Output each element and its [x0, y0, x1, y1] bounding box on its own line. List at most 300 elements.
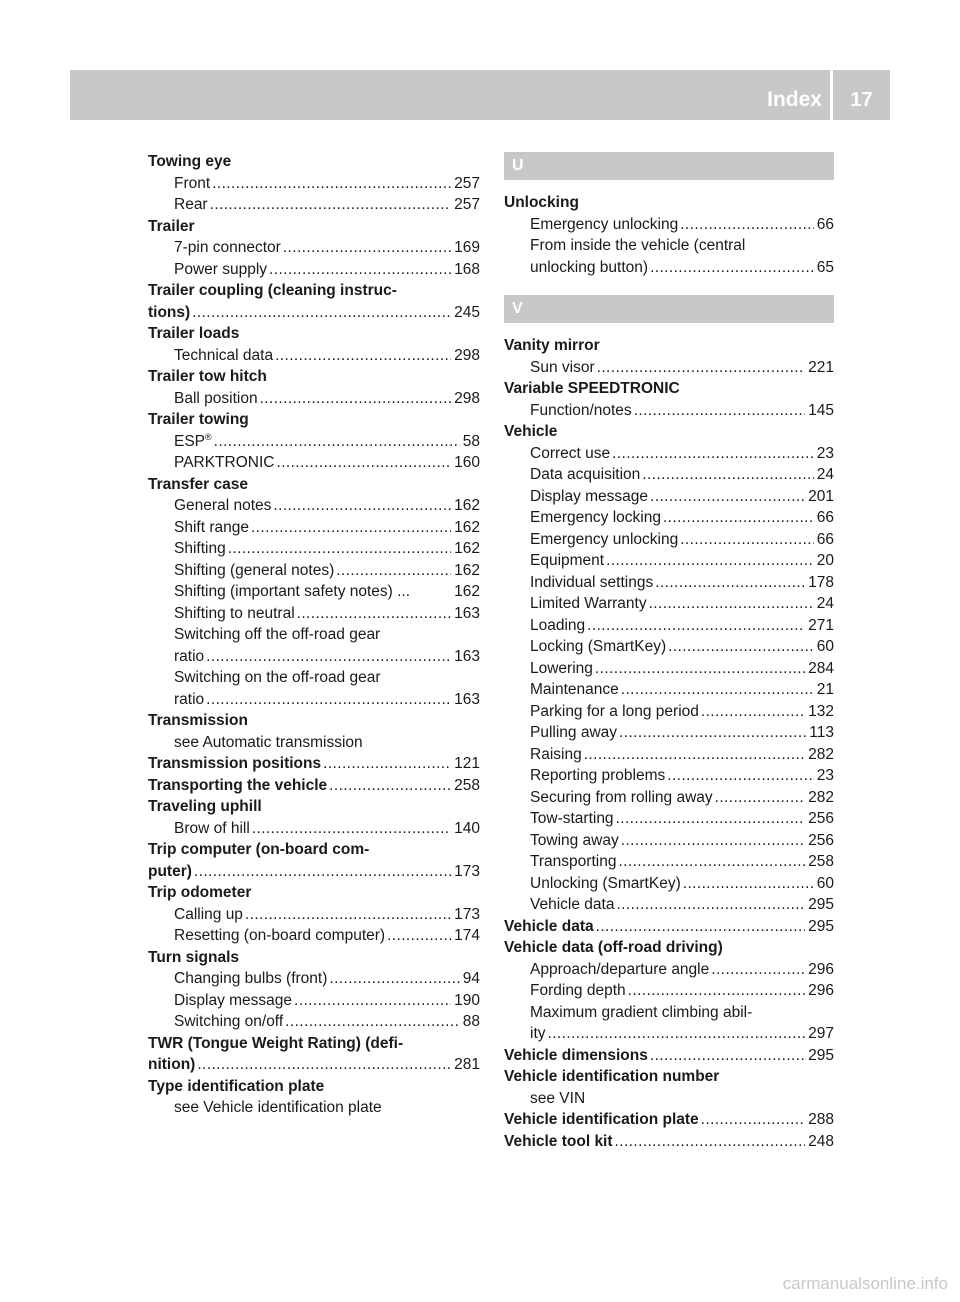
entry-label — [530, 894, 614, 916]
page-ref[interactable]: 295 — [808, 917, 834, 935]
page-ref[interactable]: 282 — [808, 745, 834, 763]
dot-leader — [548, 1023, 806, 1045]
entry-label — [530, 257, 648, 279]
page-ref[interactable]: 271 — [808, 616, 834, 634]
dot-leader — [194, 861, 451, 883]
page-ref[interactable]: 162 — [454, 540, 480, 557]
index-subentry[interactable] — [148, 517, 480, 539]
index-heading: Trailer loads — [148, 325, 240, 342]
dot-leader — [252, 818, 451, 840]
page-ref[interactable]: 221 — [808, 358, 834, 376]
entry-text: Locking (SmartKey) — [530, 638, 667, 655]
dot-leader — [616, 894, 805, 916]
index-subentry[interactable] — [504, 679, 834, 701]
index-subentry[interactable] — [504, 615, 834, 637]
index-heading: Trailer towing — [148, 411, 249, 428]
page-ref[interactable]: 162 — [454, 518, 480, 536]
page-ref[interactable]: 190 — [454, 991, 480, 1009]
index-subentry[interactable] — [504, 830, 834, 852]
page-ref[interactable]: 284 — [808, 659, 834, 677]
section-gap — [504, 278, 834, 295]
index-subentry[interactable] — [504, 1023, 834, 1045]
page-ref[interactable]: 169 — [454, 239, 480, 256]
entry-label — [174, 904, 243, 926]
registered-mark: ® — [205, 431, 212, 442]
entry-label — [530, 744, 582, 766]
index-subentry[interactable] — [148, 431, 480, 453]
page-ref[interactable]: 60 — [816, 638, 834, 655]
index-subentry[interactable] — [504, 658, 834, 680]
page-ref[interactable]: 162 — [454, 583, 480, 600]
page-ref[interactable]: 298 — [454, 389, 480, 407]
page-ref[interactable]: 58 — [462, 432, 480, 450]
dot-leader — [650, 1045, 805, 1067]
index-subentry[interactable] — [504, 701, 834, 723]
entry-text: Towing away — [530, 831, 619, 849]
dot-leader — [628, 980, 805, 1002]
index-heading: Unlocking — [504, 194, 579, 211]
dot-leader — [584, 744, 805, 766]
entry-label — [530, 357, 595, 379]
dot-leader — [336, 560, 451, 582]
dot-leader — [618, 851, 805, 873]
entry-text: PARKTRONIC — [174, 454, 275, 471]
entry-label — [530, 486, 648, 508]
index-subentry[interactable] — [504, 980, 834, 1002]
index-subentry[interactable] — [148, 173, 480, 195]
page-ref[interactable]: 162 — [454, 561, 480, 579]
page-ref[interactable]: 163 — [454, 690, 480, 708]
dot-leader — [621, 679, 814, 701]
index-heading: Vehicle identification number — [504, 1068, 720, 1085]
page-ref[interactable]: 256 — [808, 831, 834, 849]
entry-text: puter) — [148, 862, 192, 880]
page-ref[interactable]: 132 — [808, 702, 834, 720]
index-entry[interactable] — [504, 1045, 834, 1067]
index-subentry[interactable] — [148, 194, 480, 216]
index-subentry[interactable] — [504, 550, 834, 572]
index-heading: Vanity mirror — [504, 337, 600, 354]
dot-leader — [711, 959, 805, 981]
entry-label — [530, 464, 640, 486]
page-ref[interactable]: 140 — [454, 819, 480, 837]
page-ref[interactable]: 258 — [808, 853, 834, 870]
entry-text: Emergency locking — [530, 509, 661, 526]
entry-text: Vehicle data — [504, 917, 594, 935]
entry-label — [174, 259, 267, 281]
index-subentry[interactable] — [148, 925, 480, 947]
entry-text: Loading — [530, 616, 586, 634]
index-subtext: Switching on the off-road gear — [174, 669, 381, 686]
entry-text: ESP — [174, 432, 206, 450]
entry-text: Calling up — [174, 905, 243, 923]
page-ref[interactable]: 178 — [808, 573, 834, 591]
index-subentry[interactable] — [504, 722, 834, 744]
page-ref[interactable]: 256 — [808, 810, 834, 827]
entry-label — [174, 237, 281, 259]
dot-leader — [683, 873, 814, 895]
page-ref[interactable]: 288 — [808, 1111, 834, 1128]
index-subentry[interactable] — [504, 873, 834, 895]
entry-text: Function/notes — [530, 401, 632, 419]
entry-label — [530, 400, 632, 422]
entry-text: Shifting to neutral — [174, 604, 295, 622]
watermark: carmanualsonline.info — [782, 1274, 948, 1293]
entry-label — [530, 787, 713, 809]
index-subentry[interactable] — [504, 744, 834, 766]
index-subentry[interactable] — [504, 443, 834, 465]
entry-text: unlocking button) — [530, 258, 649, 276]
entry-label — [530, 808, 614, 830]
index-subentry[interactable] — [504, 808, 834, 830]
page-ref[interactable]: 66 — [816, 530, 834, 548]
entry-label — [148, 302, 190, 324]
entry-text: Correct use — [530, 444, 611, 462]
entry-text: Lowering — [530, 659, 593, 677]
page-ref[interactable]: 65 — [816, 258, 834, 276]
index-entry[interactable] — [148, 861, 480, 883]
page-ref[interactable]: 145 — [808, 401, 834, 419]
page-ref[interactable]: 160 — [454, 454, 480, 471]
index-subentry[interactable] — [148, 818, 480, 840]
entry-text: 7-pin connector — [174, 239, 281, 256]
entry-text: Ball position — [174, 389, 258, 407]
dot-leader — [680, 529, 814, 551]
entry-text: Tow-starting — [530, 810, 614, 827]
dot-leader — [615, 1131, 806, 1153]
entry-text: Limited Warranty — [530, 595, 647, 612]
entry-text: Unlocking (SmartKey) — [530, 874, 681, 892]
entry-text: Fording depth — [530, 982, 626, 999]
dot-leader — [701, 1109, 805, 1131]
index-subentry[interactable] — [504, 894, 834, 916]
index-subentry[interactable] — [504, 400, 834, 422]
entry-label — [174, 1011, 283, 1033]
entry-text: Emergency unlocking — [530, 215, 679, 233]
page-ref[interactable]: 245 — [454, 303, 480, 321]
page-ref[interactable]: 168 — [454, 260, 480, 278]
entry-text: Rear — [174, 196, 208, 213]
index-subentry[interactable] — [504, 636, 834, 658]
index-heading: Vehicle — [504, 423, 558, 440]
page-header — [70, 70, 890, 120]
index-subentry[interactable] — [148, 495, 480, 517]
page-ref[interactable]: 174 — [454, 927, 480, 944]
index-subentry[interactable] — [148, 538, 480, 560]
entry-label — [174, 581, 410, 603]
entry-label — [530, 722, 617, 744]
dot-leader — [228, 538, 451, 560]
index-heading: Transmission — [148, 712, 248, 729]
entry-text: Shifting — [174, 540, 226, 557]
entry-label — [174, 452, 274, 474]
entry-label — [174, 431, 212, 453]
entry-text: Technical data — [174, 346, 274, 364]
dot-leader — [245, 904, 451, 926]
index-subentry[interactable] — [504, 787, 834, 809]
index-heading: Type identification plate — [148, 1077, 325, 1095]
page-ref[interactable]: 258 — [454, 776, 480, 794]
entry-label — [530, 550, 604, 572]
page-ref[interactable]: 162 — [454, 497, 480, 514]
index-subentry[interactable] — [504, 765, 834, 787]
page-ref[interactable]: 20 — [816, 552, 834, 569]
page-ref[interactable]: 163 — [454, 647, 480, 665]
index-entry[interactable] — [504, 916, 834, 938]
entry-text: Display message — [530, 487, 649, 505]
index-subentry[interactable] — [148, 689, 480, 711]
entry-label — [174, 345, 273, 367]
index-heading: Trailer coupling (cleaning instruc- — [148, 282, 397, 299]
dot-leader — [650, 486, 805, 508]
index-entry[interactable] — [504, 1109, 834, 1131]
index-heading: Vehicle data (off-road driving) — [504, 939, 723, 956]
entry-label — [530, 679, 619, 701]
entry-label — [174, 689, 204, 711]
dot-leader — [715, 787, 805, 809]
dot-leader — [642, 464, 813, 486]
dot-leader — [269, 259, 451, 281]
dot-leader — [634, 400, 805, 422]
entry-label — [530, 658, 593, 680]
entry-label — [530, 830, 619, 852]
page-ref[interactable]: 173 — [454, 862, 480, 880]
entry-label — [530, 980, 626, 1002]
index-subtext: From inside the vehicle (central — [530, 237, 746, 254]
dot-leader — [612, 443, 814, 465]
index-subentry[interactable] — [504, 507, 834, 529]
index-heading: Trailer — [148, 217, 195, 235]
entry-text: Resetting (on-board computer) — [174, 927, 386, 944]
entry-text: Vehicle dimensions — [504, 1046, 648, 1064]
dot-leader — [260, 388, 452, 410]
page-ref[interactable]: 60 — [816, 874, 834, 892]
dot-leader — [273, 495, 451, 517]
entry-text: General notes — [174, 497, 272, 514]
entry-label — [174, 646, 204, 668]
entry-label — [148, 753, 321, 775]
index-subentry[interactable] — [504, 529, 834, 551]
entry-text: Vehicle identification plate — [504, 1111, 699, 1128]
entry-label — [504, 916, 594, 938]
dot-leader — [606, 550, 814, 572]
entry-text: Shifting (important safety notes) ... — [174, 583, 411, 600]
entry-text: Power supply — [174, 260, 268, 278]
index-subentry[interactable] — [148, 1011, 480, 1033]
entry-text: Display message — [174, 991, 293, 1009]
index-heading: Trip odometer — [148, 884, 252, 901]
dot-leader — [595, 658, 805, 680]
entry-text: Emergency unlocking — [530, 530, 679, 548]
dot-leader — [251, 517, 451, 539]
entry-label — [530, 765, 665, 787]
entry-text: Shift range — [174, 518, 249, 536]
index-subtext: see Vehicle identification plate — [174, 1099, 382, 1116]
page-ref[interactable]: 66 — [816, 509, 834, 526]
index-subentry[interactable] — [504, 851, 834, 873]
entry-label — [174, 173, 210, 195]
entry-text: ratio — [174, 647, 205, 665]
dot-leader — [294, 990, 451, 1012]
dot-leader — [214, 431, 460, 453]
index-subentry[interactable] — [504, 214, 834, 236]
index-subentry[interactable] — [504, 572, 834, 594]
index-subentry[interactable] — [148, 345, 480, 367]
index-subentry[interactable] — [148, 904, 480, 926]
page-ref[interactable]: 24 — [816, 595, 834, 612]
dot-leader — [206, 689, 451, 711]
index-subentry[interactable] — [504, 486, 834, 508]
entry-text: Transporting — [530, 853, 617, 870]
page-ref[interactable]: 23 — [816, 767, 834, 784]
dot-leader — [616, 808, 806, 830]
entry-label — [174, 495, 271, 517]
dot-leader — [587, 615, 805, 637]
dot-leader — [285, 1011, 460, 1033]
entry-label — [174, 968, 327, 990]
entry-label — [530, 443, 610, 465]
index-entry[interactable] — [148, 302, 480, 324]
entry-label — [174, 194, 208, 216]
entry-label — [504, 1109, 699, 1131]
entry-text: Parking for a long period — [530, 702, 699, 720]
index-entry[interactable] — [148, 753, 480, 775]
index-subentry[interactable] — [504, 464, 834, 486]
page-ref[interactable]: 297 — [808, 1025, 834, 1042]
index-subentry[interactable] — [504, 257, 834, 279]
entry-text: Vehicle data — [530, 896, 615, 913]
dot-leader — [212, 173, 451, 195]
index-subentry[interactable] — [148, 603, 480, 625]
page-ref[interactable]: 66 — [816, 215, 834, 233]
index-entry[interactable] — [504, 1131, 834, 1153]
page-number: 17 — [850, 89, 873, 111]
index-subentry[interactable] — [148, 646, 480, 668]
index-heading: Towing eye — [148, 153, 232, 170]
entry-label — [530, 636, 666, 658]
dot-leader — [387, 925, 451, 947]
index-subtext: Switching off the off-road gear — [174, 626, 381, 643]
entry-text: Data acquisition — [530, 466, 641, 483]
entry-text: Vehicle tool kit — [504, 1132, 613, 1150]
index-subentry[interactable] — [148, 388, 480, 410]
index-subentry[interactable] — [148, 990, 480, 1012]
index-entry[interactable] — [148, 1054, 480, 1076]
page-ref[interactable]: 21 — [816, 681, 834, 698]
index-subentry[interactable] — [148, 237, 480, 259]
dot-leader — [655, 572, 805, 594]
dot-leader — [668, 636, 814, 658]
page-ref[interactable]: 295 — [808, 1046, 834, 1064]
page-ref[interactable]: 296 — [808, 960, 834, 978]
index-subentry[interactable] — [504, 959, 834, 981]
entry-text: tions) — [148, 303, 191, 321]
dot-leader — [619, 722, 806, 744]
page-ref[interactable]: 281 — [454, 1056, 480, 1073]
index-heading: Turn signals — [148, 948, 240, 966]
index-subentry[interactable] — [148, 968, 480, 990]
index-subentry[interactable] — [504, 593, 834, 615]
entry-label — [174, 388, 258, 410]
page-ref[interactable]: 257 — [454, 196, 480, 213]
entry-label — [174, 925, 385, 947]
dot-leader — [297, 603, 451, 625]
dot-leader — [206, 646, 451, 668]
entry-label — [530, 572, 653, 594]
entry-text: Transporting the vehicle — [148, 776, 328, 794]
entry-text: Equipment — [530, 552, 605, 569]
dot-leader — [701, 701, 805, 723]
page-ref[interactable]: 298 — [454, 346, 480, 364]
page-ref[interactable]: 173 — [454, 905, 480, 923]
page-ref[interactable]: 121 — [454, 755, 480, 772]
entry-text: Brow of hill — [174, 819, 250, 837]
entry-label — [530, 214, 678, 236]
entry-label — [148, 861, 192, 883]
index-subentry[interactable] — [148, 581, 480, 603]
index-column-left — [148, 151, 480, 1119]
index-subentry[interactable] — [504, 357, 834, 379]
entry-label — [174, 990, 292, 1012]
page-ref[interactable]: 94 — [462, 970, 480, 987]
entry-text: Securing from rolling away — [530, 788, 713, 806]
page-ref[interactable]: 257 — [454, 174, 480, 192]
dot-leader — [596, 916, 806, 938]
page-ref[interactable]: 296 — [808, 982, 834, 999]
dot-leader — [197, 1054, 451, 1076]
index-column-right — [504, 152, 834, 1152]
dot-leader — [210, 194, 452, 216]
entry-text: Transmission positions — [148, 755, 322, 772]
dot-leader — [649, 593, 814, 615]
dot-leader — [667, 765, 813, 787]
entry-label — [530, 701, 699, 723]
entry-label — [530, 593, 647, 615]
entry-text: Switching on/off — [174, 1013, 284, 1030]
page-ref[interactable]: 113 — [809, 724, 834, 741]
index-entry[interactable] — [148, 775, 480, 797]
page-ref[interactable]: 201 — [808, 487, 834, 505]
page-ref[interactable]: 23 — [816, 444, 834, 462]
dot-leader — [276, 452, 451, 474]
page-ref[interactable]: 24 — [816, 466, 834, 483]
dot-leader — [650, 257, 814, 279]
entry-label — [148, 1054, 195, 1076]
entry-label — [174, 538, 226, 560]
index-subtext: Maximum gradient climbing abil- — [530, 1003, 753, 1021]
entry-label — [504, 1045, 648, 1067]
index-heading: Traveling uphill — [148, 798, 262, 815]
page-ref[interactable]: 282 — [808, 788, 834, 806]
page-ref[interactable]: 248 — [808, 1132, 834, 1150]
entry-label — [504, 1131, 613, 1153]
index-subentry[interactable] — [148, 560, 480, 582]
index-subentry[interactable] — [148, 452, 480, 474]
index-heading: Trailer tow hitch — [148, 368, 267, 385]
section-title: Index — [767, 88, 822, 111]
entry-text: Maintenance — [530, 681, 619, 698]
index-subentry[interactable] — [148, 259, 480, 281]
entry-text: Pulling away — [530, 724, 618, 741]
page-ref[interactable]: 88 — [462, 1013, 480, 1030]
entry-text: Front — [174, 174, 211, 192]
page-ref[interactable]: 163 — [454, 604, 480, 622]
page-ref[interactable]: 295 — [808, 896, 834, 913]
index-letter-bar: U — [504, 152, 834, 180]
dot-leader — [329, 775, 451, 797]
entry-label — [530, 873, 681, 895]
dot-leader — [663, 507, 814, 529]
